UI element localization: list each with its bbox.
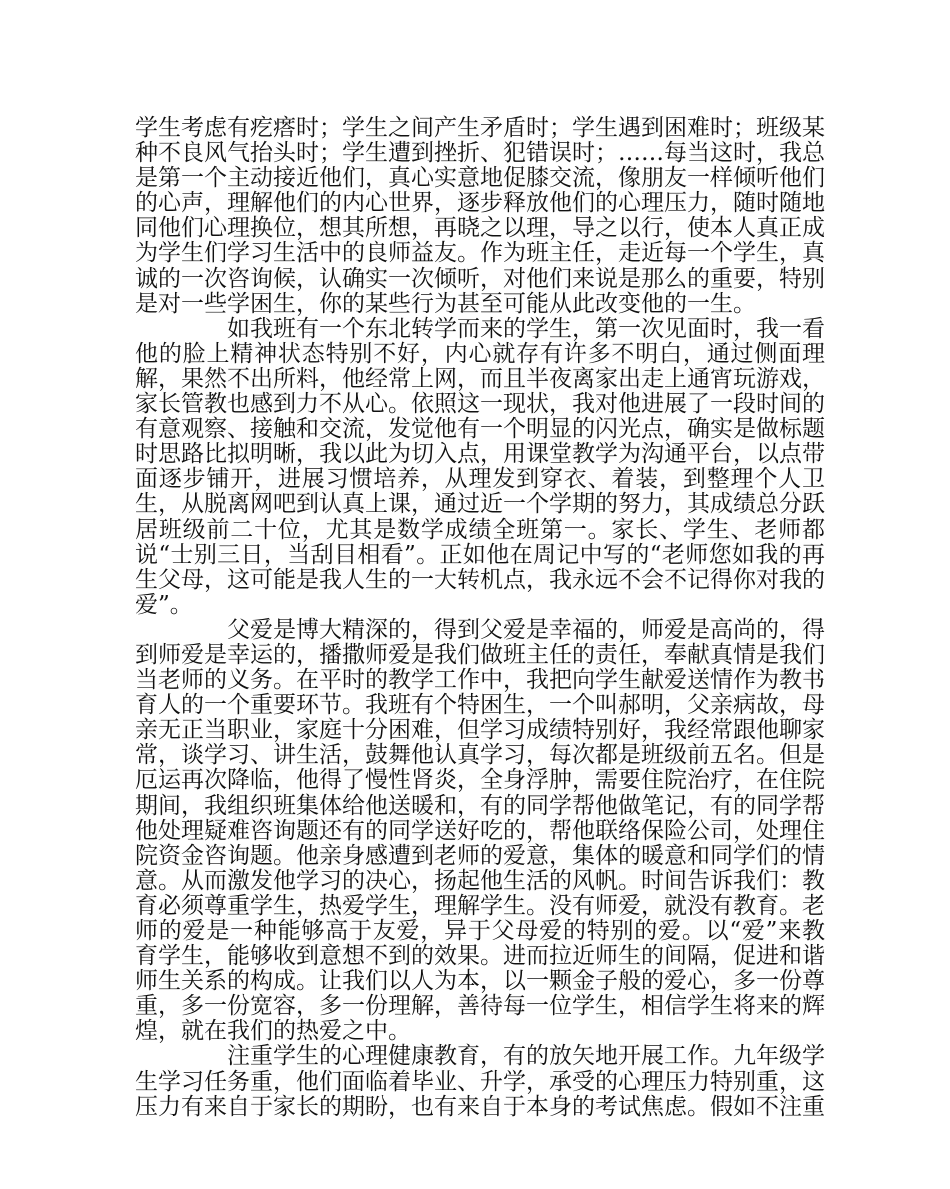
document-body [135,116,825,1120]
paragraph-1: 学生考虑有疙瘩时；学生之间产生矛盾时；学生遇到困难时；班级某种不良风气抬头时；学生遭到挫折、犯错误时；……每当这时，我总是第一个主动接近他们，真心实意地促膝交流，像朋友一样倾听他们的心声，理解他们的内心世界，逐步释放他们的心理压力，随时随地同他们心理换位，想其所想，再晓之以理，导之以行，使本人真正成为学生们学习生活中的良师益友。作为班主任，走近每一个学生，真诚的一次咨询候，认确实一次倾听，对他们来说是那么的重要，特别是对一些学困生，你的某些行为甚至可能从此改变他的一生。 [135,115,825,317]
paragraph-3: 父爱是博大精深的，得到父爱是幸福的，师爱是高尚的，得到师爱是幸运的，播撒师爱是我们做班主任的责任，奉献真情是我们当老师的义务。在平时的教学工作中，我把向学生献爱送情作为教书育人的一个重要环节。我班有个特困生，一个叫郝明，父亲病故，母亲无正当职业，家庭十分困难，但学习成绩特别好，我经常跟他聊家常，谈学习、讲生活，鼓舞他认真学习，每次都是班级前五名。但是厄运再次降临，他得了慢性肾炎，全身浮肿，需要住院治疗，在住院期间，我组织班集体给他送暖和，有的同学帮他做笔记，有的同学帮他处理疑难咨询题还有的同学送好吃的，帮他联络保险公司，处理住院资金咨询题。他亲身感遭到老师的爱意，集体的暖意和同学们的情意。从而激发他学习的决心，扬起他生活的风帆。时间告诉我们：教育必须尊重学生，热爱学生，理解学生。没有师爱，就没有教育。老师的爱是一种能够高于友爱，异于父母爱的特别的爱。以“爱”来教育学生，能够收到意想不到的效果。进而拉近师生的间隔，促进和谐师生关系的构成。让我们以人为本，以一颗金子般的爱心，多一份尊重，多一份宽容，多一份理解，善待每一位学生，相信学生将来的辉煌，就在我们的热爱之中。 [135,616,825,1045]
paragraph-2: 如我班有一个东北转学而来的学生，第一次见面时，我一看他的脸上精神状态特别不好，内心就存有许多不明白，通过侧面理解，果然不出所料，他经常上网，而且半夜离家出走上通宵玩游戏，家长管教也感到力不从心。依照这一现状，我对他进展了一段时间的有意观察、接触和交流，发觉他有一个明显的闪光点，确实是做标题时思路比拟明晰，我以此为切入点，用课堂教学为沟通平台，以点带面逐步铺开，进展习惯培养，从理发到穿衣、着装，到整理个人卫生，从脱离网吧到认真上课，通过近一个学期的努力，其成绩总分跃居班级前二十位，尤其是数学成绩全班第一。家长、学生、老师都说“士别三日，当刮目相看”。正如他在周记中写的“老师您如我的再生父母，这可能是我人生的一大转机点，我永远不会不记得你对我的爱”。 [135,315,825,618]
paragraph-4: 注重学生的心理健康教育，有的放矢地开展工作。九年级学生学习任务重，他们面临着毕业、升学，承受的心理压力特别重，这压力有来自于家长的期盼，也有来自于本身的考试焦虑。假如不注重 [135,1043,825,1120]
